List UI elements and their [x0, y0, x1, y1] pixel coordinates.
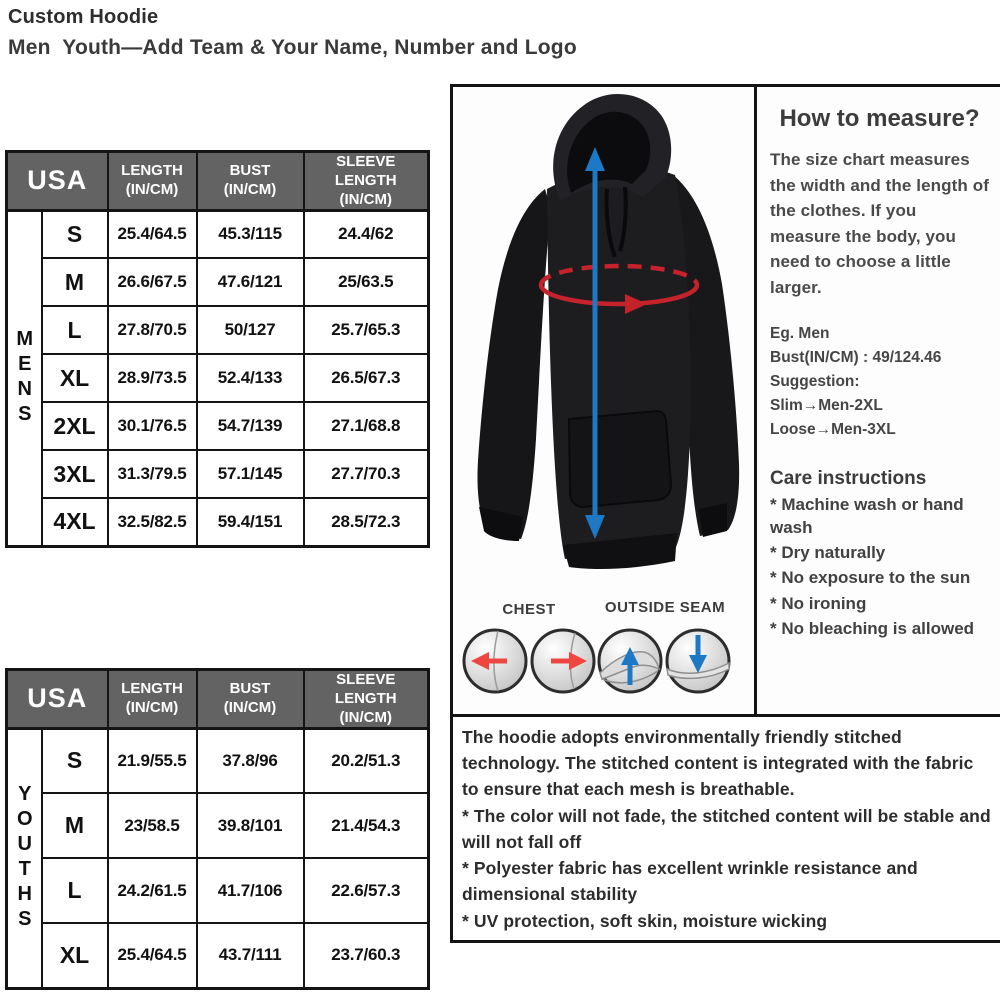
size-cell: L	[42, 306, 108, 354]
measurement-cell: 31.3/79.5	[108, 450, 197, 498]
care-item: * Machine wash or hand wash	[770, 495, 964, 537]
sizing-example-block	[770, 322, 989, 442]
measurement-cell: 26.5/67.3	[304, 354, 429, 402]
table-row	[7, 354, 429, 402]
size-cell: XL	[42, 923, 108, 988]
example-line: Bust(IN/CM) : 49/124.46	[770, 349, 942, 367]
size-cell: S	[42, 210, 108, 258]
measurement-cell: 24.2/61.5	[108, 858, 197, 923]
hoodie-photo-area	[453, 87, 754, 714]
size-cell: L	[42, 858, 108, 923]
description-line: * The color will not fade, the stitched content will be stable and will not fall off	[462, 805, 991, 852]
measurement-cell: 43.7/111	[197, 923, 304, 988]
table-corner-label: USA	[7, 152, 108, 211]
column-header-unit: (IN/CM)	[339, 190, 393, 208]
page-subtitle: Men Youth—Add Team & Your Name, Number and Logo	[8, 36, 577, 59]
table-corner-label: USA	[7, 670, 108, 729]
measurement-cell: 20.2/51.3	[304, 728, 429, 793]
mens-size-table	[5, 150, 430, 548]
measurement-cell: 41.7/106	[197, 858, 304, 923]
measurement-cell: 27.8/70.5	[108, 306, 197, 354]
example-line: Suggestion:	[770, 373, 860, 391]
youths-size-table	[5, 668, 430, 990]
measure-illustration-box	[450, 84, 1000, 717]
size-cell: XL	[42, 354, 108, 402]
measurement-cell: 25.4/64.5	[108, 210, 197, 258]
measurement-cell: 30.1/76.5	[108, 402, 197, 450]
measurement-cell: 37.8/96	[197, 728, 304, 793]
column-header-label: BUST	[229, 680, 271, 698]
table-row	[7, 793, 429, 858]
measurement-cell: 21.4/54.3	[304, 793, 429, 858]
measurement-cell: 52.4/133	[197, 354, 304, 402]
measurement-cell: 27.1/68.8	[304, 402, 429, 450]
measurement-cell: 23/58.5	[108, 793, 197, 858]
product-description-box	[450, 717, 1000, 943]
how-to-measure-panel	[754, 87, 1000, 714]
description-line: * UV protection, soft skin, moisture wicking	[462, 911, 828, 932]
table-row	[7, 923, 429, 988]
column-header	[304, 670, 429, 729]
column-header	[197, 670, 304, 729]
care-item: * No exposure to the sun	[770, 568, 971, 588]
measurement-cell: 22.6/57.3	[304, 858, 429, 923]
example-line: Slim→Men-2XL	[770, 397, 883, 415]
column-header	[304, 152, 429, 211]
care-item: * No ironing	[770, 593, 867, 613]
table-row	[7, 728, 429, 793]
measurement-cell: 25.4/64.5	[108, 923, 197, 988]
measurement-cell: 47.6/121	[197, 258, 304, 306]
how-to-measure-heading: How to measure?	[779, 105, 980, 132]
size-cell: M	[42, 793, 108, 858]
column-header-unit: (IN/CM)	[125, 181, 179, 199]
outside-seam-label: OUTSIDE SEAM	[604, 599, 726, 616]
title-block	[8, 6, 577, 60]
table-row	[7, 258, 429, 306]
description-line: * Polyester fabric has excellent wrinkle resistance and dimensional stability	[462, 858, 918, 905]
size-cell: 4XL	[42, 498, 108, 546]
group-label: YOUTHS	[7, 728, 42, 988]
care-instructions-heading: Care instructions	[770, 468, 927, 490]
table-row	[7, 858, 429, 923]
outside-seam-down-icon	[664, 627, 732, 695]
measurement-cell: 26.6/67.5	[108, 258, 197, 306]
measurement-cell: 32.5/82.5	[108, 498, 197, 546]
table-row	[7, 306, 429, 354]
column-header-unit: (IN/CM)	[223, 181, 277, 199]
hoodie-image	[457, 89, 750, 597]
chest-measure-right-icon	[529, 627, 597, 695]
column-header	[108, 670, 197, 729]
column-header-label: SLEEVE LENGTH	[334, 153, 397, 189]
column-header-unit: (IN/CM)	[339, 708, 393, 726]
chest-label: CHEST	[502, 601, 556, 618]
measurement-cell: 25.7/65.3	[304, 306, 429, 354]
column-header-unit: (IN/CM)	[125, 699, 179, 717]
measurement-cell: 57.1/145	[197, 450, 304, 498]
size-cell: S	[42, 728, 108, 793]
size-cell: M	[42, 258, 108, 306]
measurement-cell: 21.9/55.5	[108, 728, 197, 793]
column-header-label: LENGTH	[121, 162, 183, 180]
measurement-cell: 50/127	[197, 306, 304, 354]
outside-seam-up-icon	[596, 627, 664, 695]
measurement-cell: 59.4/151	[197, 498, 304, 546]
page-title: Custom Hoodie	[8, 6, 159, 28]
column-header	[197, 152, 304, 211]
column-header	[108, 152, 197, 211]
example-line: Loose→Men-3XL	[770, 421, 896, 439]
measurement-cell: 27.7/70.3	[304, 450, 429, 498]
measurement-cell: 54.7/139	[197, 402, 304, 450]
column-header-label: LENGTH	[121, 680, 183, 698]
table-row	[7, 498, 429, 546]
size-cell: 2XL	[42, 402, 108, 450]
measurement-cell: 45.3/115	[197, 210, 304, 258]
chest-measure-left-icon	[461, 627, 529, 695]
how-to-measure-body: The size chart measures the width and the length of the clothes. If you measure the body, you need to choose a little larger.	[770, 150, 989, 297]
column-header-label: BUST	[229, 162, 271, 180]
table-row	[7, 210, 429, 258]
measurement-cell: 28.5/72.3	[304, 498, 429, 546]
example-line: Eg. Men	[770, 325, 830, 342]
group-label: MENS	[7, 210, 42, 546]
measurement-cell: 28.9/73.5	[108, 354, 197, 402]
description-line: The hoodie adopts environmentally friendly stitched technology. The stitched content is integrated with the fabric to ensure that each mesh is breathable.	[462, 727, 974, 799]
measurement-cell: 25/63.5	[304, 258, 429, 306]
measurement-cell: 23.7/60.3	[304, 923, 429, 988]
size-cell: 3XL	[42, 450, 108, 498]
column-header-unit: (IN/CM)	[223, 699, 277, 717]
care-instructions-list	[770, 494, 989, 641]
table-row	[7, 450, 429, 498]
care-item: * No bleaching is allowed	[770, 619, 975, 639]
column-header-label: SLEEVE LENGTH	[334, 671, 397, 707]
table-row	[7, 402, 429, 450]
care-item: * Dry naturally	[770, 542, 886, 562]
measurement-cell: 39.8/101	[197, 793, 304, 858]
measurement-cell: 24.4/62	[304, 210, 429, 258]
